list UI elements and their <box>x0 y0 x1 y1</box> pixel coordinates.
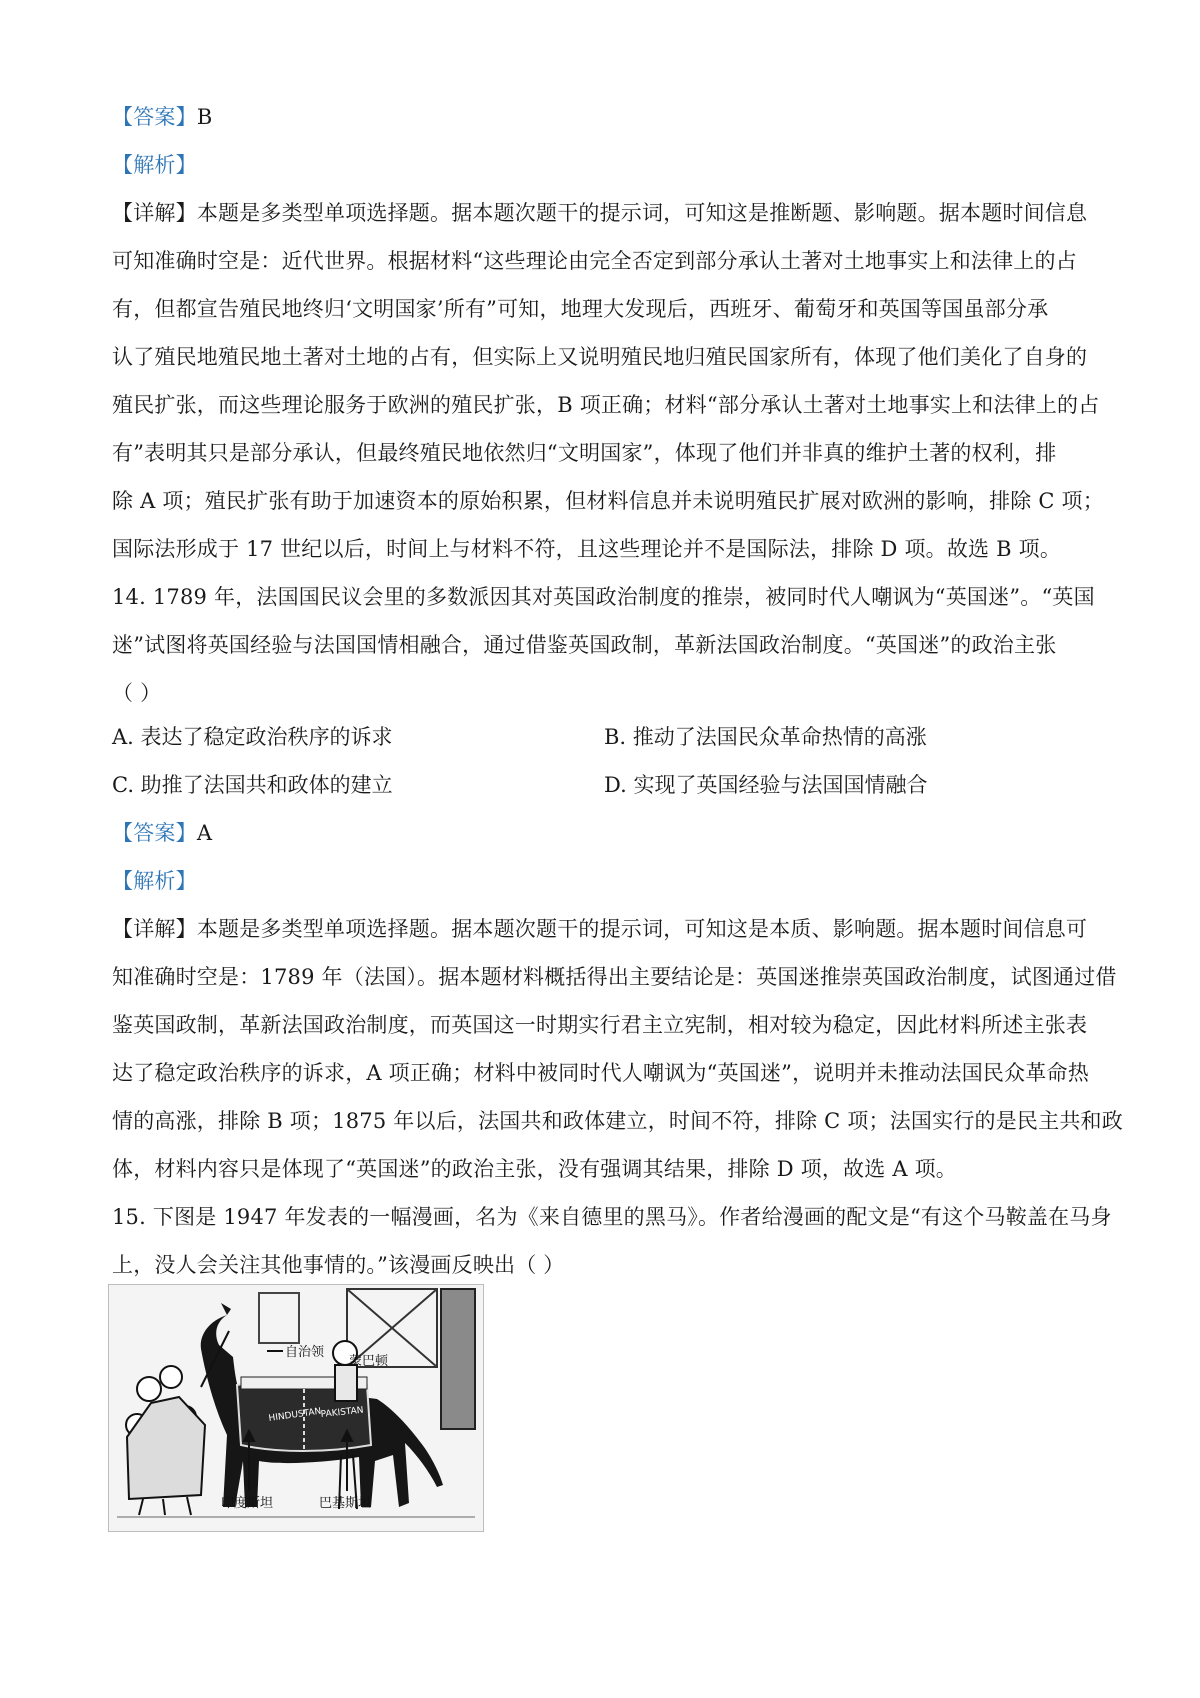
saddle-label-right: PAKISTAN <box>320 1405 365 1420</box>
q14-detail-line-2: 知准确时空是：1789 年（法国）。据本题材料概括得出主要结论是：英国迷推崇英国政治制度，试图通过借 <box>112 965 1117 989</box>
q15-stem-line-2: 上，没人会关注其他事情的。”该漫画反映出（ ） <box>112 1253 565 1277</box>
q13-detail-line-3: 有，但都宣告殖民地终归‘文明国家’所有”可知，地理大发现后，西班牙、葡萄牙和英国等国虽部分承 <box>112 297 1049 321</box>
q14-option-b: B. 推动了法国民众革命热情的高涨 <box>604 725 927 749</box>
q14-option-d: D. 实现了英国经验与法国国情融合 <box>604 773 928 797</box>
q14-detail-line-3: 鉴英国政制，革新法国政治制度，而英国这一时期实行君主立宪制，相对较为稳定，因此材料所述主张表 <box>112 1013 1088 1037</box>
q13-detail-line-1: 【详解】本题是多类型单项选择题。据本题次题干的提示词，可知这是推断题、影响题。据本题时间信息 <box>112 201 1088 225</box>
label-india: 印度斯坦 <box>221 1496 274 1511</box>
q13-answer-line <box>112 102 1102 132</box>
label-pakistan: 巴基斯坦 <box>319 1496 372 1511</box>
q13-detail-line-7: 除 A 项；殖民扩张有助于加速资本的原始积累，但材料信息并未说明殖民扩展对欧洲的影响，排除 C 项； <box>112 489 1104 513</box>
q14-stem-line-3: （ ） <box>112 681 162 705</box>
answer-tag: 【答案】 <box>112 821 197 845</box>
q13-analysis-tag: 【解析】 <box>112 153 197 177</box>
cartoon-image <box>108 1284 484 1532</box>
answer-tag: 【答案】 <box>112 105 197 129</box>
q14-detail-line-5: 情的高涨，排除 B 项；1875 年以后，法国共和政体建立，时间不符，排除 C 项；法国实行的是民主共和政 <box>112 1109 1123 1133</box>
q13-detail-line-8: 国际法形成于 17 世纪以后，时间上与材料不符，且这些理论并不是国际法，排除 D 项。故选 B 项。 <box>112 537 1062 561</box>
detail-tag: 【详解】 <box>112 917 197 941</box>
q14-option-c: C. 助推了法国共和政体的建立 <box>112 773 393 797</box>
detail-tag: 【详解】 <box>112 201 197 225</box>
label-mountbatten: 蒙巴顿 <box>349 1354 389 1369</box>
q13-detail-line-2: 可知准确时空是：近代世界。根据材料“这些理论由完全否定到部分承认土著对土地事实上和法律上的占 <box>112 249 1077 273</box>
q13-detail-line-6: 有”表明其只是部分承认，但最终殖民地依然归“文明国家”，体现了他们并非真的维护土著的权利，排 <box>112 441 1057 465</box>
q13-detail-line-4: 认了殖民地殖民地土著对土地的占有，但实际上又说明殖民地归殖民国家所有，体现了他们美化了自身的 <box>112 345 1088 369</box>
q14-option-a: A. 表达了稳定政治秩序的诉求 <box>112 725 393 749</box>
q14-answer-line <box>112 818 1102 848</box>
label-dominion: 自治领 <box>285 1345 325 1360</box>
q14-detail-line-6: 体，材料内容只是体现了“英国迷”的政治主张，没有强调其结果，排除 D 项，故选 A 项。 <box>112 1157 957 1181</box>
q14-stem-line-2: 迷”试图将英国经验与法国国情相融合，通过借鉴英国政制，革新法国政治制度。“英国迷”的政治主张 <box>112 633 1057 657</box>
q14-detail-line-1: 【详解】本题是多类型单项选择题。据本题次题干的提示词，可知这是本质、影响题。据本题时间信息可 <box>112 917 1088 941</box>
q14-detail-line-4: 达了稳定政治秩序的诉求，A 项正确；材料中被同时代人嘲讽为“英国迷”，说明并未推动法国民众革命热 <box>112 1061 1089 1085</box>
q15-stem-line-1: 15. 下图是 1947 年发表的一幅漫画，名为《来自德里的黑马》。作者给漫画的配文是“有这个马鞍盖在马身 <box>112 1205 1112 1229</box>
q14-stem-line-1: 14. 1789 年，法国国民议会里的多数派因其对英国政治制度的推崇，被同时代人嘲讽为“英国迷”。“英国 <box>112 585 1095 609</box>
q13-detail-line-5: 殖民扩张，而这些理论服务于欧洲的殖民扩张，B 项正确；材料“部分承认土著对土地事实上和法律上的占 <box>112 393 1100 417</box>
cartoon-drawing <box>109 1285 483 1531</box>
q14-answer: A <box>196 821 213 845</box>
saddle-label-left: HINDUSTAN <box>268 1406 322 1424</box>
q13-answer: B <box>196 105 213 129</box>
q14-analysis-tag: 【解析】 <box>112 869 197 893</box>
